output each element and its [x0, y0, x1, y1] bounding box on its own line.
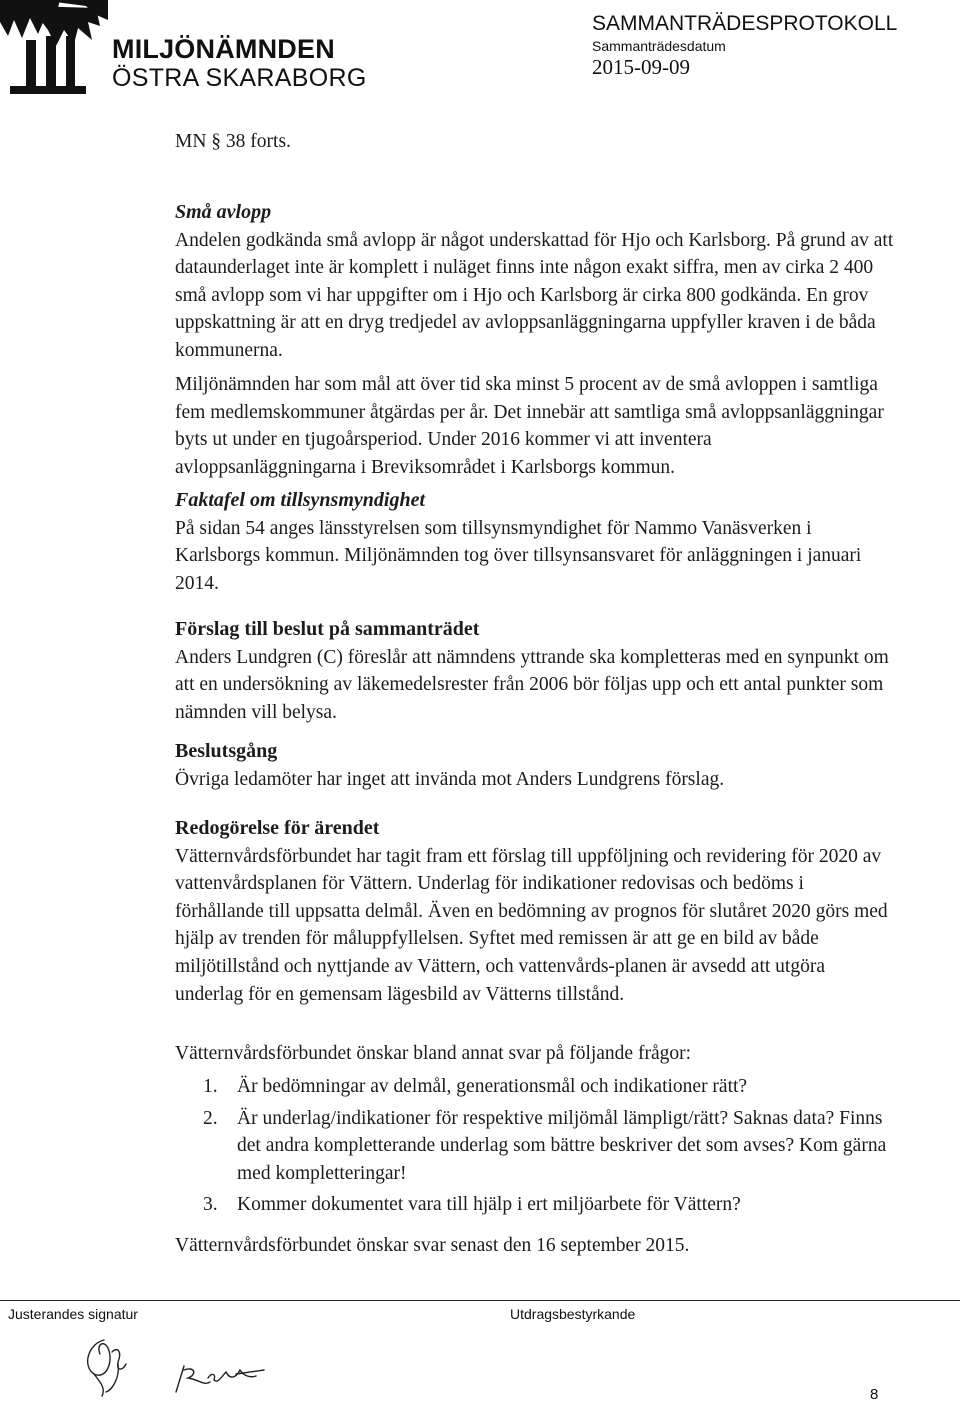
meeting-date: 2015-09-09: [592, 55, 690, 79]
section-sma-avlopp: [175, 199, 895, 365]
paragraph: Övriga ledamöter har inget att invända mot Anders Lundgrens förslag.: [175, 768, 725, 790]
section-reference: MN § 38 forts.: [175, 131, 291, 152]
paragraph: Miljönämnden har som mål att över tid ska minst 5 procent av de små avloppen i samtliga fem medlemskommuner åtgärdas per år. Det innebär att samtliga små avloppsanläggningar byts ut under en tjugoårsperiod. Under 2016 kommer vi att inventera avloppsanläggningarna i Breviksområdet i Karlsborgs kommun.: [175, 374, 884, 478]
handwritten-signature-icon: [60, 1322, 290, 1400]
list-item: [175, 1073, 895, 1101]
tree-logo-icon: [0, 0, 108, 96]
paragraph: Anders Lundgren (C) föreslår att nämndens yttrande ska kompletteras med en synpunkt om att en undersökning av läkemedelsrester från 2006 bör följas upp och ett antal punkter som nämnden vill belysa.: [175, 646, 889, 723]
paragraph: Vätternvårdsförbundet önskar svar senast den 16 september 2015.: [175, 1235, 690, 1256]
list-number: 1.: [203, 1076, 218, 1097]
section-redogorelse: [175, 815, 895, 1008]
extract-label: Utdragsbestyrkande: [510, 1306, 636, 1322]
section-faktafel: [175, 487, 895, 597]
list-number: 2.: [203, 1107, 218, 1129]
paragraph: Vätternvårdsförbundet önskar bland annat svar på följande frågor:: [175, 1043, 692, 1064]
paragraph: Andelen godkända små avlopp är något underskattad för Hjo och Karlsborg. På grund av att dataunderlaget inte är komplett i nuläget finns inte någon exakt siffra, men av cirka 2 400 små avlopp som vi har uppgifter om i Hjo och Karlsborg är cirka 800 godkända. En grov uppskattning är att en dryg tredjedel av avloppsanläggningarna uppfyller kraven i de båda kommunerna.: [175, 229, 894, 361]
list-item: [175, 1191, 895, 1219]
list-text: Kommer dokumentet vara till hjälp i ert miljöarbete för Vättern?: [237, 1194, 741, 1216]
paragraph: På sidan 54 anges länsstyrelsen som tillsynsmyndighet för Nammo Vanäsverken i Karlsborgs kommun. Miljönämnden tog över tillsynsansvaret för anläggningen i januari 2014.: [175, 517, 862, 594]
section-heading: Beslutsgång: [175, 740, 278, 762]
paragraph-block: [175, 1232, 895, 1260]
section-heading: Redogörelse för ärendet: [175, 817, 380, 839]
list-text: Är bedömningar av delmål, generationsmål och indikationer rätt?: [237, 1076, 748, 1097]
footer-divider: [0, 1300, 960, 1301]
list-number: 3.: [203, 1194, 218, 1216]
paragraph-block: [175, 371, 895, 481]
section-beslutsgang: [175, 738, 895, 793]
date-label: Sammanträdesdatum: [592, 38, 726, 54]
paragraph-block: [175, 1040, 895, 1068]
question-list: [175, 1073, 895, 1223]
section-forslag: [175, 616, 895, 726]
section-heading: Faktafel om tillsynsmyndighet: [175, 489, 426, 511]
section-heading: Förslag till beslut på sammanträdet: [175, 618, 480, 640]
paragraph: Vätternvårdsförbundet har tagit fram ett förslag till uppföljning och revidering för 2020 av vattenvårdsplanen för Vättern. Underlag för indikationer redovisas och bedöms i förhållande till uppsatta delmål. Även en bedömning av prognos för slutåret 2020 görs med hjälp av trenden för måluppfyllelsen. Syftet med remissen är att ge en bild av både miljötillstånd och nyttjande av Vättern, och vattenvårds-planen är avsedd att utgöra underlag för en gemensam lägesbild av Vätterns tillstånd.: [175, 845, 888, 1005]
document-type: SAMMANTRÄDESPROTOKOLL: [592, 12, 898, 35]
org-name-line1: MILJÖNÄMNDEN: [112, 34, 335, 64]
signature-label: Justerandes signatur: [8, 1306, 138, 1322]
list-text: Är underlag/indikationer för respektive miljömål lämpligt/rätt? Saknas data? Finns det andra kompletterande underlag som bättre beskriver det som avses? Kom gärna med kompletteringar!: [237, 1107, 887, 1184]
list-item: [175, 1105, 895, 1188]
org-name-line2: ÖSTRA SKARABORG: [112, 64, 367, 92]
page-number: 8: [870, 1386, 879, 1403]
section-heading: Små avlopp: [175, 201, 272, 223]
